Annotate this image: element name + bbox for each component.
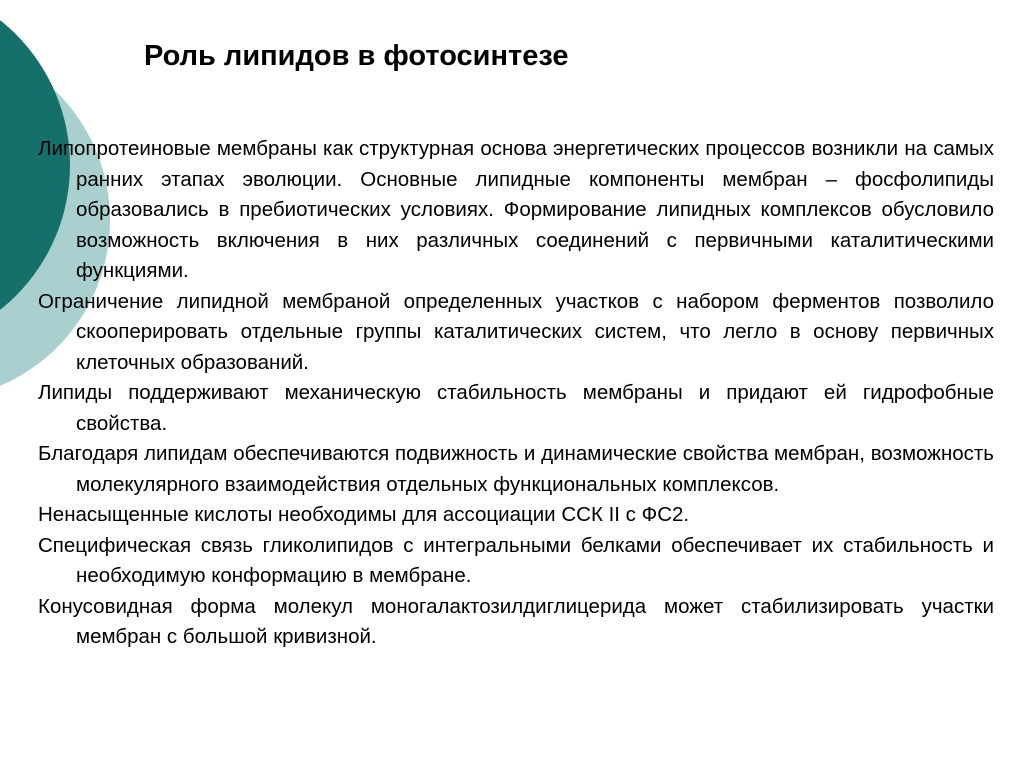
paragraph-membrane-compartments: Ограничение липидной мембраной определенных участков с набором ферментов позволило скооперировать отдельные группы каталитических систем, что легло в основу первичных клеточных образований. [38, 289, 994, 374]
paragraph-mgdg: Конусовидная форма молекул моногалактозилдиглицерида может стабилизировать участки мембран с большой кривизной. [38, 594, 994, 648]
paragraph-mechanical-stability: Липиды поддерживают механическую стабильность мембраны и придают ей гидрофобные свойства. [38, 381, 994, 435]
slide-title: Роль липидов в фотосинтезе [144, 40, 569, 72]
paragraph-membrane-origin: Липопротеиновые мембраны как структурная основа энергетических процессов возникли на самых ранних этапах эволюции. Основные липидные компоненты мембран – фосфолипиды образовались в пребиотических условиях. Формирование липидных комплексов обусловило возможность включения в них различных соединений с первичными каталитическими функциями. [38, 137, 994, 282]
slide-body [38, 134, 994, 653]
paragraph-mobility: Благодаря липидам обеспечиваются подвижность и динамические свойства мембран, возможность молекулярного взаимодействия отдельных функциональных комплексов. [38, 442, 994, 496]
paragraph-unsaturated-acids: Ненасыщенные кислоты необходимы для ассоциации ССК II с ФС2. [38, 503, 690, 526]
paragraph-glycolipids: Специфическая связь гликолипидов с интегральными белками обеспечивает их стабильность и необходимую конформацию в мембране. [38, 533, 994, 587]
